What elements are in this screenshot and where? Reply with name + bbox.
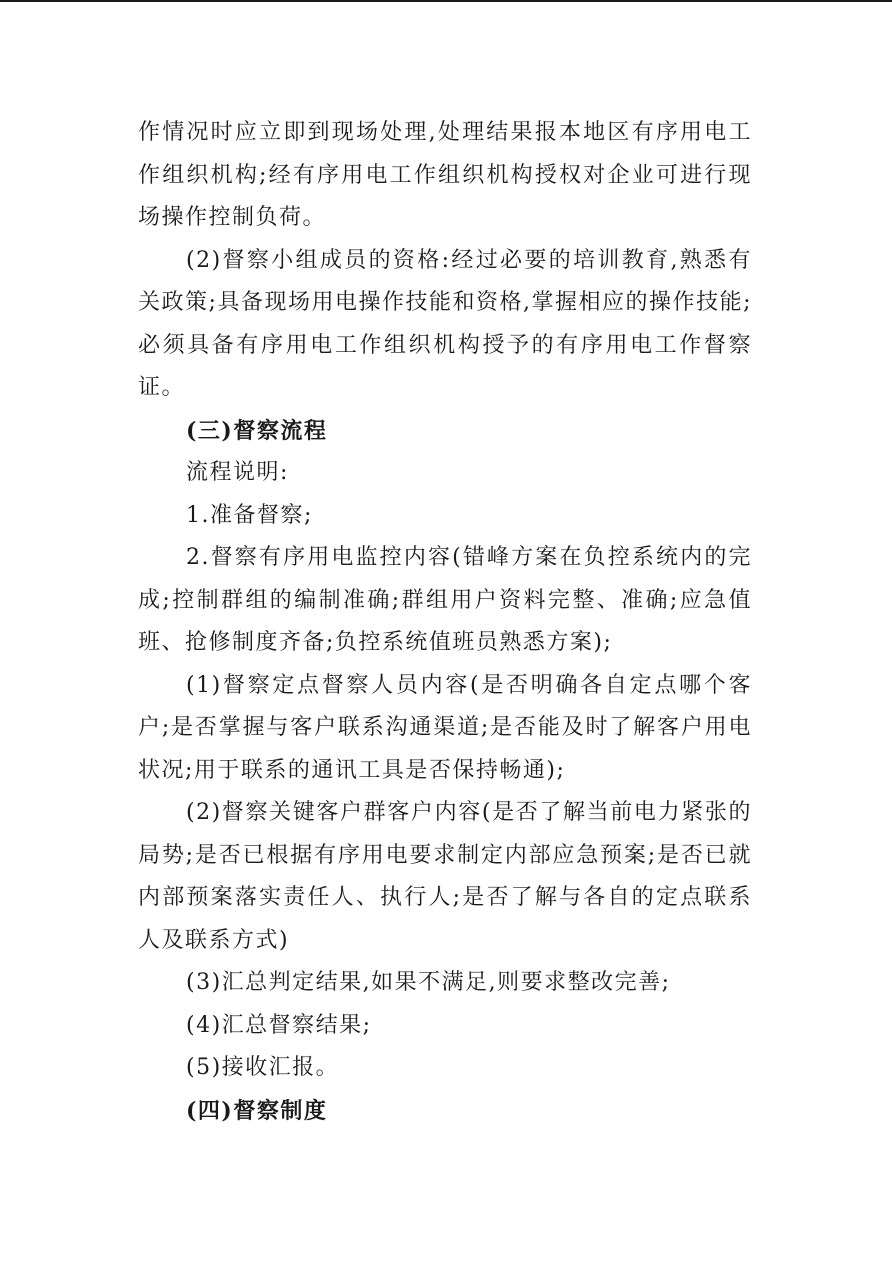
paragraph-process-description: 流程说明: [186, 460, 289, 485]
section-heading-inspection-process: (三)督察流程 [186, 417, 328, 444]
sub-item-1: (1)督察定点督察人员内容(是否明确各自定点哪个客户;是否掌握与客户联系沟通渠道;是否能及时了解客户用电状况;用于联系的通讯工具是否保持畅通); [138, 672, 752, 783]
top-border-line [0, 0, 892, 2]
sub-item-3: (3)汇总判定结果,如果不满足,则要求整改完善; [186, 970, 671, 995]
sub-item-2: (2)督察关键客户群客户内容(是否了解当前电力紧张的局势;是否已根据有序用电要求制定内部应急预案;是否已就内部预案落实责任人、执行人;是否了解与各自的定点联系人及联系方式) [138, 800, 752, 953]
document-body [138, 112, 752, 1132]
paragraph-continuation: 作情况时应立即到现场处理,处理结果报本地区有序用电工作组织机构;经有序用电工作组织机构授权对企业可进行现场操作控制负荷。 [138, 120, 752, 230]
paragraph-member-qualification: (2)督察小组成员的资格:经过必要的培训教育,熟悉有关政策;具备现场用电操作技能和资格,掌握相应的操作技能;必须具备有序用电工作组织机构授予的有序用电工作督察证。 [138, 247, 752, 400]
section-heading-inspection-system: (四)督察制度 [186, 1097, 328, 1124]
list-item-step-2: 2.督察有序用电监控内容(错峰方案在负控系统内的完成;控制群组的编制准确;群组用户资料完整、准确;应急值班、抢修制度齐备;负控系统值班员熟悉方案); [138, 545, 752, 655]
list-item-step-1: 1.准备督察; [186, 502, 313, 528]
sub-item-4: (4)汇总督察结果; [186, 1012, 372, 1038]
sub-item-5: (5)接收汇报。 [186, 1055, 340, 1080]
